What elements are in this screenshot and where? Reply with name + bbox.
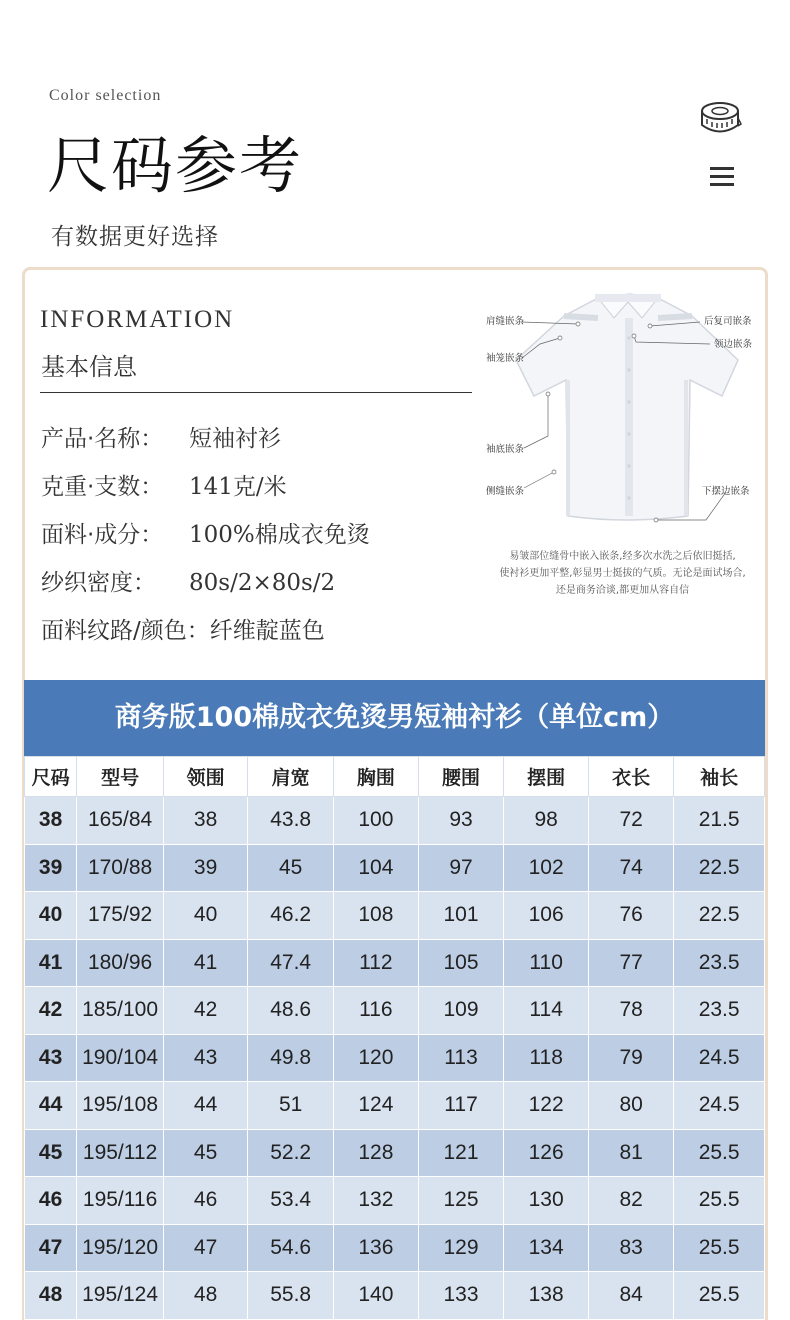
table-row	[25, 1129, 765, 1177]
table-cell: 43.8	[248, 797, 334, 845]
label-side: 侧缝嵌条	[486, 486, 525, 497]
table-cell: 125	[418, 1177, 504, 1225]
shirt-diagram	[480, 288, 765, 540]
table-cell: 39	[163, 844, 247, 892]
table-cell: 104	[334, 844, 419, 892]
spec-value: 80s/2×80s/2	[189, 570, 336, 596]
table-cell: 21.5	[674, 797, 765, 845]
table-cell: 48	[25, 1272, 77, 1320]
table-cell: 45	[25, 1129, 77, 1177]
table-cell: 185/100	[77, 987, 164, 1035]
table-cell: 121	[418, 1129, 504, 1177]
table-row	[25, 1082, 765, 1130]
table-cell: 165/84	[77, 797, 164, 845]
table-cell: 47.4	[248, 939, 334, 987]
table-cell: 46	[25, 1177, 77, 1225]
spec-value: 短袖衬衫	[189, 426, 281, 452]
note-line: 易皱部位缝骨中嵌入嵌条,经多次水洗之后依旧挺括,	[509, 551, 736, 562]
table-cell: 170/88	[77, 844, 164, 892]
table-cell: 120	[334, 1034, 419, 1082]
note-line: 还是商务洽谈,都更加从容自信	[555, 585, 690, 596]
column-header: 腰围	[418, 757, 504, 797]
spec-row	[41, 564, 335, 597]
table-cell: 72	[588, 797, 673, 845]
table-cell: 25.5	[674, 1129, 765, 1177]
menu-icon[interactable]	[710, 167, 734, 187]
page-subtitle: 有数据更好选择	[51, 224, 219, 250]
table-cell: 112	[334, 939, 419, 987]
table-cell: 80	[588, 1082, 673, 1130]
table-row	[25, 797, 765, 845]
table-cell: 140	[334, 1272, 419, 1320]
table-cell: 22.5	[674, 892, 765, 940]
spec-row	[41, 612, 325, 645]
table-cell: 114	[504, 987, 589, 1035]
table-cell: 195/108	[77, 1082, 164, 1130]
table-cell: 23.5	[674, 987, 765, 1035]
table-cell: 81	[588, 1129, 673, 1177]
table-cell: 108	[334, 892, 419, 940]
table-cell: 102	[504, 844, 589, 892]
info-heading-en: INFORMATION	[40, 306, 235, 333]
table-cell: 195/112	[77, 1129, 164, 1177]
table-cell: 128	[334, 1129, 419, 1177]
table-cell: 100	[334, 797, 419, 845]
table-cell: 138	[504, 1272, 589, 1320]
label-sleeve-bottom: 袖底嵌条	[486, 444, 525, 455]
info-heading-zh: 基本信息	[41, 353, 137, 381]
table-cell: 132	[334, 1177, 419, 1225]
table-cell: 41	[163, 939, 247, 987]
table-row	[25, 844, 765, 892]
table-cell: 55.8	[248, 1272, 334, 1320]
table-row	[25, 1177, 765, 1225]
table-cell: 113	[418, 1034, 504, 1082]
table-cell: 133	[418, 1272, 504, 1320]
table-cell: 38	[25, 797, 77, 845]
table-cell: 40	[163, 892, 247, 940]
column-header: 尺码	[25, 757, 77, 797]
size-table	[24, 756, 765, 1320]
table-cell: 175/92	[77, 892, 164, 940]
table-cell: 40	[25, 892, 77, 940]
table-cell: 52.2	[248, 1129, 334, 1177]
table-cell: 118	[504, 1034, 589, 1082]
spec-row	[41, 420, 281, 453]
table-cell: 39	[25, 844, 77, 892]
table-cell: 109	[418, 987, 504, 1035]
column-header: 胸围	[334, 757, 419, 797]
table-cell: 25.5	[674, 1272, 765, 1320]
table-cell: 42	[25, 987, 77, 1035]
spec-value: 141克/米	[189, 474, 287, 500]
table-cell: 126	[504, 1129, 589, 1177]
label-cuff: 袖笼嵌条	[486, 353, 525, 364]
table-cell: 22.5	[674, 844, 765, 892]
table-cell: 43	[25, 1034, 77, 1082]
label-shoulder: 肩缝嵌条	[486, 316, 525, 327]
table-cell: 97	[418, 844, 504, 892]
note-line: 使衬衫更加平整,彰显男士挺拔的气质。无论是面试场合,	[499, 568, 746, 579]
table-cell: 124	[334, 1082, 419, 1130]
spec-value: 100%棉成衣免烫	[189, 522, 370, 548]
table-row	[25, 939, 765, 987]
table-cell: 84	[588, 1272, 673, 1320]
table-cell: 45	[163, 1129, 247, 1177]
table-cell: 25.5	[674, 1224, 765, 1272]
label-collar: 领边嵌条	[714, 339, 753, 350]
table-cell: 47	[25, 1224, 77, 1272]
table-row	[25, 987, 765, 1035]
page-title: 尺码参考	[47, 129, 304, 202]
table-cell: 134	[504, 1224, 589, 1272]
table-cell: 23.5	[674, 939, 765, 987]
table-cell: 74	[588, 844, 673, 892]
table-cell: 49.8	[248, 1034, 334, 1082]
tape-measure-icon	[700, 100, 742, 138]
table-cell: 83	[588, 1224, 673, 1272]
spec-row	[41, 468, 287, 501]
table-row	[25, 1272, 765, 1320]
table-cell: 53.4	[248, 1177, 334, 1225]
table-header-row	[25, 757, 765, 797]
table-cell: 51	[248, 1082, 334, 1130]
column-header: 衣长	[588, 757, 673, 797]
table-cell: 38	[163, 797, 247, 845]
table-row	[25, 1034, 765, 1082]
table-cell: 122	[504, 1082, 589, 1130]
spec-label: 产品·名称：	[41, 426, 164, 452]
table-cell: 54.6	[248, 1224, 334, 1272]
table-row	[25, 1224, 765, 1272]
table-cell: 195/120	[77, 1224, 164, 1272]
table-cell: 117	[418, 1082, 504, 1130]
table-cell: 93	[418, 797, 504, 845]
table-cell: 105	[418, 939, 504, 987]
table-cell: 48	[163, 1272, 247, 1320]
spec-label: 面料纹路/颜色：	[41, 618, 210, 644]
column-header: 肩宽	[248, 757, 334, 797]
table-cell: 45	[248, 844, 334, 892]
column-header: 摆围	[504, 757, 589, 797]
divider	[40, 392, 472, 393]
table-cell: 25.5	[674, 1177, 765, 1225]
table-cell: 44	[25, 1082, 77, 1130]
table-cell: 77	[588, 939, 673, 987]
spec-value: 纤维靛蓝色	[209, 618, 325, 644]
table-cell: 110	[504, 939, 589, 987]
table-cell: 180/96	[77, 939, 164, 987]
table-row	[25, 892, 765, 940]
table-cell: 76	[588, 892, 673, 940]
spec-row	[41, 516, 370, 549]
size-table-title: 商务版100棉成衣免烫男短袖衬衫（单位cm）	[24, 680, 765, 756]
kicker-text: Color selection	[49, 87, 162, 104]
table-cell: 79	[588, 1034, 673, 1082]
table-cell: 42	[163, 987, 247, 1035]
table-cell: 136	[334, 1224, 419, 1272]
table-cell: 130	[504, 1177, 589, 1225]
table-cell: 106	[504, 892, 589, 940]
table-cell: 116	[334, 987, 419, 1035]
table-cell: 82	[588, 1177, 673, 1225]
column-header: 领围	[163, 757, 247, 797]
spec-label: 纱织密度：	[41, 570, 156, 596]
table-cell: 98	[504, 797, 589, 845]
table-cell: 195/116	[77, 1177, 164, 1225]
table-cell: 46	[163, 1177, 247, 1225]
label-hem: 下摆边嵌条	[702, 486, 750, 497]
table-cell: 43	[163, 1034, 247, 1082]
table-cell: 41	[25, 939, 77, 987]
shirt-note	[480, 548, 765, 599]
table-cell: 46.2	[248, 892, 334, 940]
table-cell: 47	[163, 1224, 247, 1272]
table-cell: 44	[163, 1082, 247, 1130]
table-cell: 24.5	[674, 1034, 765, 1082]
spec-label: 克重·支数：	[41, 474, 164, 500]
table-cell: 78	[588, 987, 673, 1035]
column-header: 袖长	[674, 757, 765, 797]
table-cell: 101	[418, 892, 504, 940]
table-cell: 129	[418, 1224, 504, 1272]
table-cell: 195/124	[77, 1272, 164, 1320]
spec-label: 面料·成分：	[41, 522, 164, 548]
column-header: 型号	[77, 757, 164, 797]
table-cell: 24.5	[674, 1082, 765, 1130]
table-cell: 190/104	[77, 1034, 164, 1082]
table-cell: 48.6	[248, 987, 334, 1035]
label-back-yoke: 后复司嵌条	[704, 316, 752, 327]
